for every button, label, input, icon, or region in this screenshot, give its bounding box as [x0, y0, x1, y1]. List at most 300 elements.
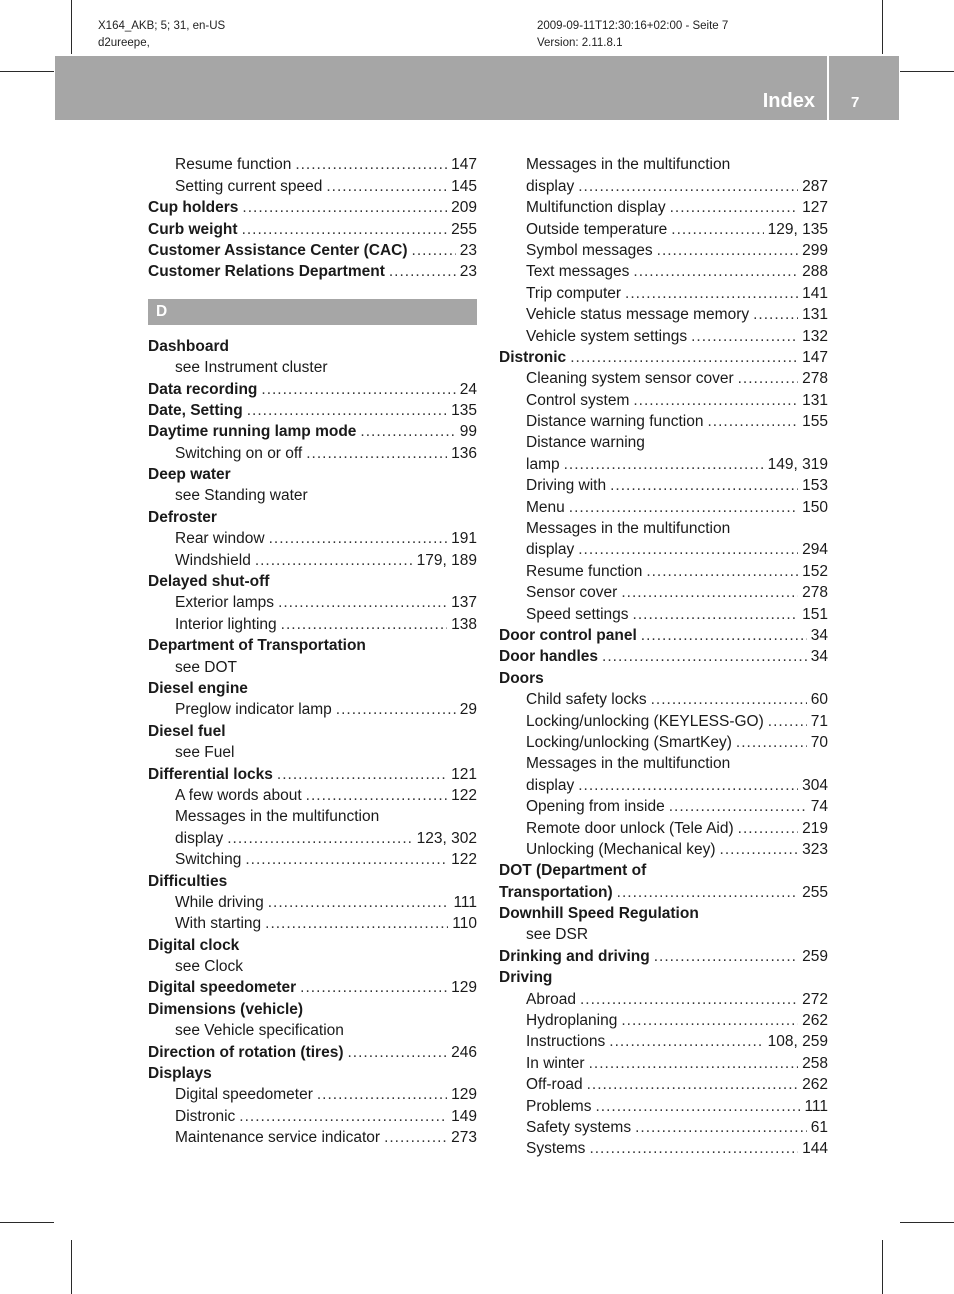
- dot-leader: [281, 616, 447, 634]
- index-entry: [148, 505, 477, 526]
- index-subentry: [148, 548, 477, 569]
- entry-term: see Vehicle specification: [175, 1022, 344, 1040]
- entry-term: Diesel engine: [148, 679, 248, 697]
- dot-leader: [347, 1044, 447, 1062]
- entry-term: display: [526, 177, 575, 195]
- entry-term: Trip computer: [526, 284, 622, 302]
- index-subentry: [499, 581, 828, 602]
- dot-leader: [300, 979, 447, 997]
- entry-term: Direction of rotation (tires): [148, 1043, 344, 1061]
- entry-term: Messages in the multifunction: [526, 520, 731, 538]
- entry-term: Resume function: [175, 156, 292, 174]
- entry-term: Dashboard: [148, 337, 229, 355]
- index-entry: [499, 902, 828, 923]
- entry-page-ref: 149: [451, 1107, 477, 1125]
- dot-leader: [242, 221, 448, 239]
- crop-mark: [0, 1222, 54, 1223]
- index-entry: [148, 1062, 477, 1083]
- entry-term: Switching on or off: [175, 444, 303, 462]
- dot-leader: [247, 402, 447, 420]
- entry-term: Child safety locks: [526, 691, 647, 709]
- dot-leader: [326, 178, 447, 196]
- index-subentry: [499, 324, 828, 345]
- entry-term: see Fuel: [175, 744, 235, 762]
- entry-term: Driving with: [526, 477, 607, 495]
- index-subentry: [148, 784, 477, 805]
- entry-term: display: [175, 829, 224, 847]
- entry-page-ref: 131: [802, 391, 828, 409]
- entry-term: Cleaning system sensor cover: [526, 370, 734, 388]
- index-subentry: [499, 1094, 828, 1115]
- entry-page-ref: 122: [451, 786, 477, 804]
- dot-leader: [654, 948, 798, 966]
- index-subentry: [148, 484, 477, 505]
- print-meta-left: [98, 18, 225, 52]
- dot-leader: [669, 798, 807, 816]
- index-subentry: [499, 1116, 828, 1137]
- entry-term: Switching: [175, 851, 242, 869]
- index-subentry: [499, 838, 828, 859]
- entry-term: see DOT: [175, 658, 238, 676]
- dot-leader: [670, 199, 799, 217]
- dot-leader: [646, 563, 798, 581]
- entry-page-ref: 123, 302: [416, 829, 477, 847]
- dot-leader: [587, 1076, 799, 1094]
- entry-term: Distronic: [499, 348, 567, 366]
- index-subentry: [499, 431, 828, 452]
- index-entry: [499, 624, 828, 645]
- entry-term: While driving: [175, 893, 264, 911]
- index-subentry: [148, 356, 477, 377]
- entry-page-ref: 132: [802, 327, 828, 345]
- dot-leader: [255, 552, 413, 570]
- entry-term: Transportation): [499, 883, 613, 901]
- entry-term: Displays: [148, 1065, 212, 1083]
- dot-leader: [736, 734, 807, 752]
- index-subentry: [499, 410, 828, 431]
- dot-leader: [595, 1098, 800, 1116]
- entry-page-ref: 147: [802, 348, 828, 366]
- crop-mark: [71, 1240, 72, 1294]
- index-entry: [148, 196, 477, 217]
- entry-page-ref: 71: [810, 712, 828, 730]
- entry-term: Resume function: [526, 562, 643, 580]
- entry-page-ref: 122: [451, 851, 477, 869]
- index-entry: [148, 399, 477, 420]
- index-subentry: [148, 174, 477, 195]
- dot-leader: [569, 499, 798, 517]
- dot-leader: [239, 1108, 447, 1126]
- entry-page-ref: 34: [810, 648, 828, 666]
- index-subentry: [499, 559, 828, 580]
- index-subentry: [499, 474, 828, 495]
- dot-leader: [671, 221, 763, 239]
- index-subentry: [148, 826, 477, 847]
- dot-leader: [651, 691, 807, 709]
- entry-term: Distronic: [175, 1107, 236, 1125]
- dot-leader: [306, 787, 447, 805]
- dot-leader: [720, 841, 799, 859]
- entry-term: Vehicle system settings: [526, 327, 688, 345]
- dot-leader: [691, 328, 798, 346]
- index-subentry: [499, 174, 828, 195]
- entry-term: Customer Relations Department: [148, 263, 385, 281]
- crop-mark: [882, 1240, 883, 1294]
- dot-leader: [269, 530, 448, 548]
- entry-page-ref: 70: [810, 733, 828, 751]
- index-column-left: [148, 153, 477, 1147]
- entry-term: display: [526, 776, 575, 794]
- entry-page-ref: 129, 135: [767, 220, 828, 238]
- entry-term: Downhill Speed Regulation: [499, 905, 699, 923]
- index-entry: [148, 997, 477, 1018]
- header-divider: [827, 56, 829, 120]
- entry-page-ref: 179, 189: [416, 551, 477, 569]
- dot-leader: [265, 915, 448, 933]
- entry-page-ref: 145: [451, 177, 477, 195]
- index-entry: [148, 260, 477, 281]
- index-entry: [148, 677, 477, 698]
- crop-mark: [900, 1222, 954, 1223]
- entry-page-ref: 262: [802, 1076, 828, 1094]
- index-subentry: [499, 495, 828, 516]
- entry-term: Control system: [526, 391, 630, 409]
- crop-mark: [900, 71, 954, 72]
- entry-term: Daytime running lamp mode: [148, 423, 357, 441]
- index-subentry: [499, 795, 828, 816]
- entry-term: Department of Transportation: [148, 637, 366, 655]
- page-number: 7: [851, 94, 860, 111]
- entry-term: Interior lighting: [175, 615, 277, 633]
- entry-page-ref: 259: [802, 947, 828, 965]
- entry-term: Door control panel: [499, 626, 637, 644]
- dot-leader: [602, 648, 807, 666]
- dot-leader: [317, 1086, 447, 1104]
- index-subentry: [148, 741, 477, 762]
- entry-term: Difficulties: [148, 872, 228, 890]
- entry-page-ref: 219: [802, 819, 828, 837]
- dot-leader: [708, 413, 799, 431]
- entry-page-ref: 278: [802, 584, 828, 602]
- dot-leader: [621, 584, 798, 602]
- index-subentry: [499, 217, 828, 238]
- entry-term: Problems: [526, 1097, 592, 1115]
- entry-page-ref: 278: [802, 370, 828, 388]
- entry-term: Preglow indicator lamp: [175, 701, 332, 719]
- dot-leader: [268, 894, 450, 912]
- index-subentry: [499, 303, 828, 324]
- dot-leader: [738, 820, 798, 838]
- index-column-right: [499, 153, 828, 1158]
- entry-term: In winter: [526, 1054, 585, 1072]
- dot-leader: [277, 766, 447, 784]
- entry-page-ref: 138: [451, 615, 477, 633]
- entry-term: Digital clock: [148, 936, 240, 954]
- dot-leader: [360, 423, 455, 441]
- dot-leader: [580, 991, 798, 1009]
- dot-leader: [261, 381, 455, 399]
- entry-term: display: [526, 541, 575, 559]
- index-subentry: [148, 1104, 477, 1125]
- dot-leader: [306, 445, 447, 463]
- entry-term: Instructions: [526, 1033, 606, 1051]
- index-entry: [148, 239, 477, 260]
- entry-term: Systems: [526, 1140, 586, 1158]
- index-entry: [499, 880, 828, 901]
- entry-term: A few words about: [175, 786, 302, 804]
- index-subentry: [148, 805, 477, 826]
- index-subentry: [148, 698, 477, 719]
- entry-term: Exterior lamps: [175, 594, 275, 612]
- entry-page-ref: 273: [451, 1129, 477, 1147]
- index-subentry: [499, 816, 828, 837]
- entry-page-ref: 209: [451, 199, 477, 217]
- entry-term: lamp: [526, 455, 560, 473]
- dot-leader: [278, 594, 447, 612]
- entry-term: Date, Setting: [148, 401, 243, 419]
- dot-leader: [768, 713, 807, 731]
- entry-term: Sensor cover: [526, 584, 618, 602]
- meta-right-line1: 2009-09-11T12:30:16+02:00 - Seite 7: [537, 20, 729, 32]
- dot-leader: [589, 1055, 799, 1073]
- index-subentry: [499, 1073, 828, 1094]
- index-subentry: [499, 153, 828, 174]
- entry-term: Hydroplaning: [526, 1012, 618, 1030]
- entry-page-ref: 129: [451, 979, 477, 997]
- entry-page-ref: 23: [459, 241, 477, 259]
- entry-term: Safety systems: [526, 1118, 632, 1136]
- index-subentry: [499, 1137, 828, 1158]
- entry-term: Opening from inside: [526, 798, 665, 816]
- index-entry: [148, 634, 477, 655]
- dot-leader: [384, 1129, 447, 1147]
- entry-term: Deep water: [148, 466, 231, 484]
- index-subentry: [148, 891, 477, 912]
- entry-page-ref: 74: [810, 798, 828, 816]
- entry-page-ref: 155: [802, 413, 828, 431]
- index-subentry: [499, 987, 828, 1008]
- dot-leader: [657, 242, 798, 260]
- index-entry: [148, 463, 477, 484]
- entry-term: Menu: [526, 498, 565, 516]
- entry-term: Customer Assistance Center (CAC): [148, 241, 408, 259]
- entry-term: Diesel fuel: [148, 722, 226, 740]
- entry-page-ref: 136: [451, 444, 477, 462]
- index-subentry: [148, 591, 477, 612]
- entry-term: Messages in the multifunction: [526, 755, 731, 773]
- entry-term: Messages in the multifunction: [526, 156, 731, 174]
- entry-term: Rear window: [175, 530, 265, 548]
- entry-term: Setting current speed: [175, 177, 323, 195]
- index-subentry: [148, 912, 477, 933]
- index-subentry: [499, 538, 828, 559]
- index-subentry: [499, 688, 828, 709]
- entry-term: DOT (Department of: [499, 862, 647, 880]
- entry-page-ref: 323: [802, 840, 828, 858]
- entry-page-ref: 287: [802, 177, 828, 195]
- dot-leader: [625, 285, 798, 303]
- dot-leader: [617, 884, 798, 902]
- entry-page-ref: 262: [802, 1012, 828, 1030]
- entry-term: Digital speedometer: [148, 979, 297, 997]
- index-entry: [148, 420, 477, 441]
- entry-term: Abroad: [526, 990, 576, 1008]
- dot-leader: [570, 349, 798, 367]
- index-subentry: [499, 731, 828, 752]
- entry-page-ref: 135: [451, 401, 477, 419]
- entry-term: Delayed shut-off: [148, 573, 270, 591]
- page-title: Index: [762, 90, 815, 112]
- entry-term: Multifunction display: [526, 199, 666, 217]
- dot-leader: [609, 1033, 763, 1051]
- dot-leader: [589, 1140, 798, 1158]
- entry-term: see Standing water: [175, 487, 308, 505]
- index-subentry: [499, 367, 828, 388]
- entry-term: Defroster: [148, 508, 217, 526]
- index-entry: [148, 719, 477, 740]
- index-subentry: [499, 388, 828, 409]
- entry-page-ref: 258: [802, 1054, 828, 1072]
- index-subentry: [499, 709, 828, 730]
- index-subentry: [148, 441, 477, 462]
- index-entry: [499, 944, 828, 965]
- entry-page-ref: 129: [451, 1086, 477, 1104]
- entry-page-ref: 152: [802, 562, 828, 580]
- index-subentry: [499, 923, 828, 944]
- index-subentry: [148, 153, 477, 174]
- entry-page-ref: 99: [459, 423, 477, 441]
- dot-leader: [245, 851, 447, 869]
- entry-term: With starting: [175, 915, 262, 933]
- entry-page-ref: 131: [802, 306, 828, 324]
- dot-leader: [635, 1119, 807, 1137]
- dot-leader: [295, 156, 447, 174]
- entry-page-ref: 111: [453, 893, 477, 911]
- meta-left-line2: d2ureepe,: [98, 37, 150, 49]
- index-entry: [148, 976, 477, 997]
- dot-leader: [633, 263, 798, 281]
- entry-page-ref: 60: [810, 691, 828, 709]
- index-subentry: [499, 1030, 828, 1051]
- entry-page-ref: 294: [802, 541, 828, 559]
- entry-term: Digital speedometer: [175, 1086, 313, 1104]
- index-entry: [499, 666, 828, 687]
- index-entry: [148, 762, 477, 783]
- entry-page-ref: 108, 259: [767, 1033, 828, 1051]
- dot-leader: [564, 456, 764, 474]
- entry-page-ref: 304: [802, 776, 828, 794]
- entry-term: Vehicle status message memory: [526, 306, 750, 324]
- entry-page-ref: 137: [451, 594, 477, 612]
- entry-term: Curb weight: [148, 220, 238, 238]
- entry-page-ref: 23: [459, 263, 477, 281]
- dot-leader: [633, 606, 799, 624]
- dot-leader: [633, 392, 798, 410]
- index-subentry: [148, 1126, 477, 1147]
- print-meta-right: [537, 18, 728, 52]
- entry-page-ref: 272: [802, 990, 828, 1008]
- entry-term: Windshield: [175, 551, 251, 569]
- entry-page-ref: 151: [802, 605, 828, 623]
- dot-leader: [641, 627, 807, 645]
- entry-term: see Clock: [175, 958, 244, 976]
- entry-term: Distance warning: [526, 434, 645, 452]
- index-subentry: [499, 260, 828, 281]
- entry-term: Driving: [499, 969, 553, 987]
- entry-term: see Instrument cluster: [175, 359, 328, 377]
- dot-leader: [578, 541, 798, 559]
- entry-term: Text messages: [526, 263, 630, 281]
- entry-page-ref: 34: [810, 626, 828, 644]
- entry-page-ref: 150: [802, 498, 828, 516]
- entry-term: Symbol messages: [526, 241, 653, 259]
- dot-leader: [578, 178, 798, 196]
- dot-leader: [389, 263, 456, 281]
- entry-page-ref: 127: [802, 199, 828, 217]
- entry-page-ref: 141: [802, 284, 828, 302]
- index-subentry: [499, 196, 828, 217]
- index-entry: [499, 346, 828, 367]
- entry-term: see DSR: [526, 926, 589, 944]
- dot-leader: [227, 830, 412, 848]
- entry-term: Drinking and driving: [499, 947, 650, 965]
- index-entry: [148, 217, 477, 238]
- entry-term: Doors: [499, 669, 544, 687]
- dot-leader: [412, 242, 456, 260]
- index-subentry: [148, 612, 477, 633]
- entry-page-ref: 144: [802, 1140, 828, 1158]
- right-entries: [499, 153, 828, 1158]
- entry-page-ref: 255: [802, 883, 828, 901]
- entry-page-ref: 191: [451, 530, 477, 548]
- entry-term: Outside temperature: [526, 220, 668, 238]
- entry-term: Speed settings: [526, 605, 629, 623]
- entry-page-ref: 246: [451, 1043, 477, 1061]
- dot-leader: [753, 306, 798, 324]
- entry-term: Maintenance service indicator: [175, 1129, 381, 1147]
- index-subentry: [499, 452, 828, 473]
- entry-page-ref: 288: [802, 263, 828, 281]
- entry-page-ref: 153: [802, 477, 828, 495]
- entry-page-ref: 255: [451, 220, 477, 238]
- index-entry: [499, 645, 828, 666]
- index-subentry: [499, 602, 828, 623]
- dot-leader: [336, 701, 456, 719]
- index-subentry: [148, 1019, 477, 1040]
- entry-term: Off-road: [526, 1076, 583, 1094]
- index-subentry: [148, 1083, 477, 1104]
- index-entry: [148, 377, 477, 398]
- entry-term: Data recording: [148, 380, 258, 398]
- crop-mark: [882, 0, 883, 54]
- index-subentry: [499, 281, 828, 302]
- meta-right-line2: Version: 2.11.8.1: [537, 37, 623, 49]
- entry-term: Remote door unlock (Tele Aid): [526, 819, 734, 837]
- entry-page-ref: 29: [459, 701, 477, 719]
- index-subentry: [499, 752, 828, 773]
- index-subentry: [499, 517, 828, 538]
- crop-mark: [0, 71, 54, 72]
- dot-leader: [578, 777, 798, 795]
- entry-page-ref: 24: [459, 380, 477, 398]
- entry-term: Locking/unlocking (SmartKey): [526, 733, 732, 751]
- entry-page-ref: 111: [804, 1097, 828, 1115]
- header-bar: [55, 56, 899, 120]
- left-entries-after-section: [148, 334, 477, 1147]
- left-entries-before-section: [148, 153, 477, 281]
- index-entry: [499, 859, 828, 880]
- index-subentry: [148, 848, 477, 869]
